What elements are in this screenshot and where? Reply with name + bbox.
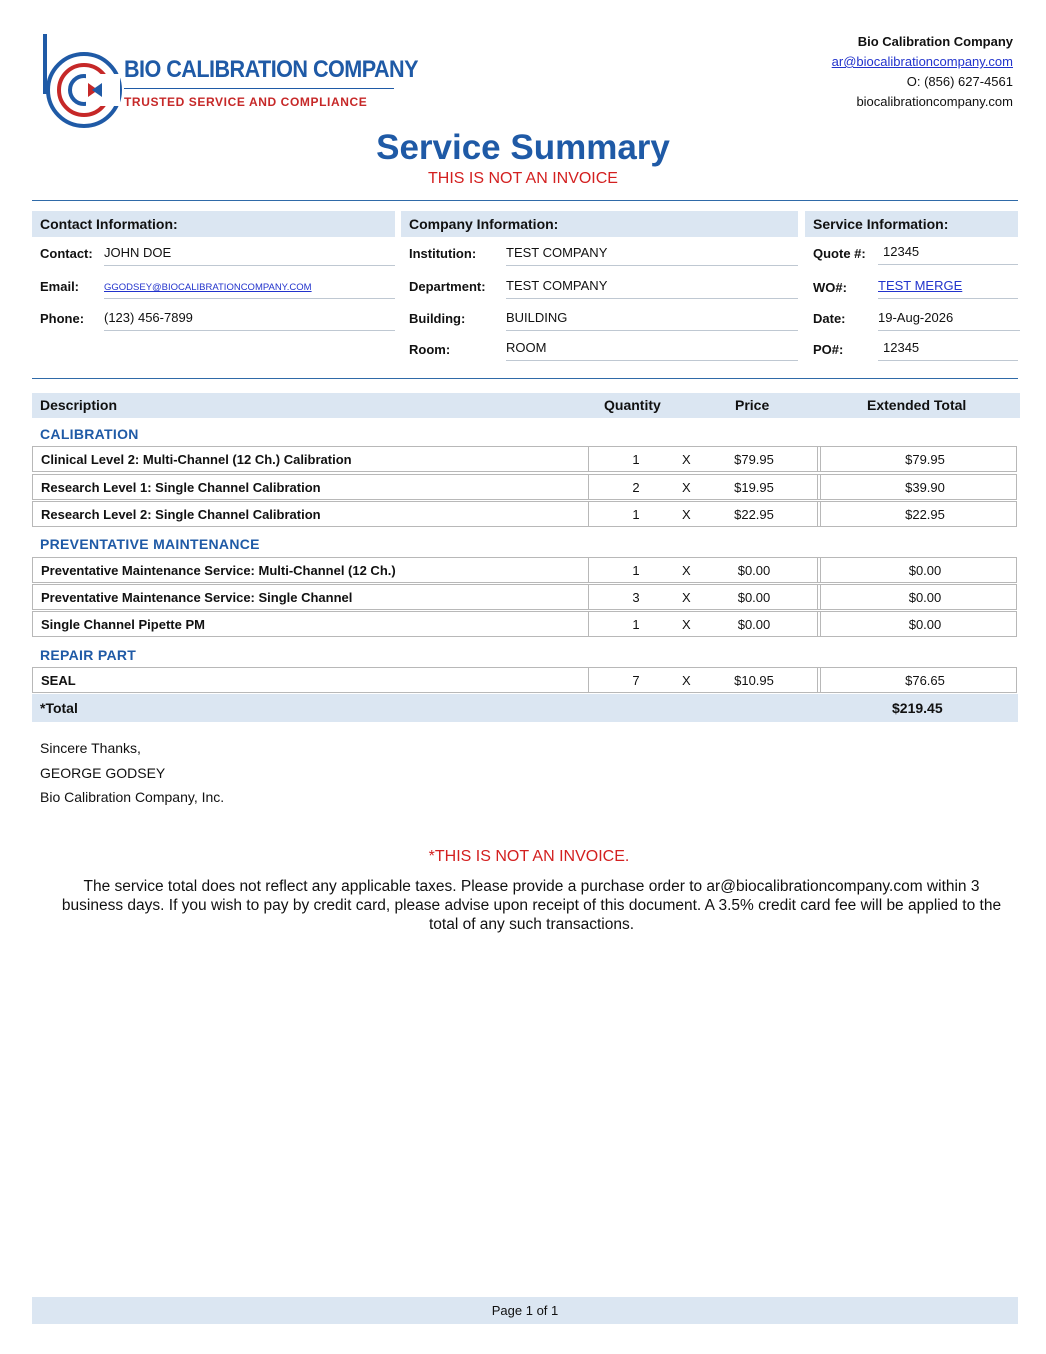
item-price: $0.00	[737, 563, 771, 578]
phone-label: Phone:	[40, 311, 85, 326]
multiply-symbol: X	[682, 452, 691, 467]
company-name: Bio Calibration Company	[857, 34, 1013, 49]
room-value: ROOM	[506, 339, 798, 361]
col-extended-total: Extended Total	[867, 397, 967, 413]
not-invoice-notice: THIS IS NOT AN INVOICE	[428, 170, 618, 187]
email-field	[104, 277, 395, 299]
category-heading: REPAIR PART	[40, 647, 137, 663]
item-price: $0.00	[737, 617, 771, 632]
item-description: Single Channel Pipette PM	[41, 617, 205, 632]
category-heading: CALIBRATION	[40, 426, 139, 442]
table-row	[32, 611, 1017, 637]
footer-not-invoice: *THIS IS NOT AN INVOICE.	[428, 848, 630, 865]
company-logo-icon	[40, 32, 124, 128]
wo-link[interactable]: TEST MERGE	[878, 278, 963, 293]
company-info-heading: Company Information:	[401, 211, 798, 237]
company-contact-block	[832, 32, 1013, 112]
item-quantity: 2	[632, 480, 640, 495]
page-title: Service Summary	[376, 128, 670, 167]
multiply-symbol: X	[682, 480, 691, 495]
contact-value: JOHN DOE	[104, 244, 395, 266]
col-quantity: Quantity	[604, 397, 661, 413]
multiply-symbol: X	[682, 590, 691, 605]
page-number: Page 1 of 1	[32, 1297, 1018, 1324]
item-description: Research Level 2: Single Channel Calibration	[41, 507, 321, 522]
item-extended-total: $0.00	[908, 590, 942, 605]
header-divider	[32, 200, 1018, 201]
wo-field	[878, 277, 1018, 299]
service-info-heading: Service Information:	[805, 211, 1018, 237]
item-quantity: 3	[632, 590, 640, 605]
footer-disclaimer: The service total does not reflect any applicable taxes. Please provide a purchase order to ar@biocalibrationcompany.com within 3 business days. If you wish to pay by credit card, please advise upon receipt of this document. A 3.5% credit card fee will be applied to the total of any such transactions.	[61, 878, 1002, 933]
po-label: PO#:	[813, 342, 844, 357]
item-price: $0.00	[737, 590, 771, 605]
closing-greeting: Sincere Thanks,	[40, 740, 141, 756]
institution-label: Institution:	[409, 246, 477, 261]
company-website: biocalibrationcompany.com	[856, 94, 1013, 109]
item-description: Preventative Maintenance Service: Single Channel	[41, 590, 353, 605]
logo-company-name: BIO CALIBRATION COMPANY	[124, 56, 418, 83]
item-price: $19.95	[734, 480, 774, 495]
total-row	[32, 694, 1018, 722]
col-description: Description	[40, 397, 118, 413]
building-value: BUILDING	[506, 309, 798, 331]
item-description: Clinical Level 2: Multi-Channel (12 Ch.) Calibration	[41, 452, 352, 467]
item-extended-total: $79.95	[905, 452, 945, 467]
contact-label: Contact:	[40, 246, 93, 261]
institution-value: TEST COMPANY	[506, 244, 798, 266]
table-row	[32, 557, 1017, 583]
company-email-link[interactable]: ar@biocalibrationcompany.com	[831, 54, 1013, 69]
col-price: Price	[735, 397, 770, 413]
category-heading: PREVENTATIVE MAINTENANCE	[40, 536, 260, 552]
info-divider	[32, 378, 1018, 379]
phone-value: (123) 456-7899	[104, 309, 395, 331]
table-row	[32, 584, 1017, 610]
total-label: *Total	[40, 700, 78, 716]
multiply-symbol: X	[682, 563, 691, 578]
total-value: $219.45	[892, 700, 943, 716]
item-description: Research Level 1: Single Channel Calibration	[41, 480, 321, 495]
item-price: $10.95	[734, 673, 774, 688]
closing-company: Bio Calibration Company, Inc.	[40, 789, 225, 805]
wo-label: WO#:	[813, 280, 847, 295]
logo-divider	[124, 88, 394, 89]
quote-value: 12345	[878, 243, 1018, 265]
table-row	[32, 446, 1017, 472]
building-label: Building:	[409, 311, 466, 326]
room-label: Room:	[409, 342, 451, 357]
items-table-header	[32, 393, 1020, 418]
item-description: SEAL	[41, 673, 76, 688]
item-quantity: 1	[632, 452, 640, 467]
logo-tagline: TRUSTED SERVICE AND COMPLIANCE	[124, 95, 368, 109]
multiply-symbol: X	[682, 507, 691, 522]
item-quantity: 1	[632, 507, 640, 522]
item-extended-total: $22.95	[905, 507, 945, 522]
email-link[interactable]: GGODSEY@BIOCALIBRATIONCOMPANY.COM	[104, 282, 312, 293]
item-quantity: 1	[632, 563, 640, 578]
item-quantity: 7	[632, 673, 640, 688]
item-extended-total: $76.65	[905, 673, 945, 688]
quote-label: Quote #:	[813, 246, 866, 261]
multiply-symbol: X	[682, 617, 691, 632]
email-label: Email:	[40, 279, 80, 294]
multiply-symbol: X	[682, 673, 691, 688]
closing-block	[40, 736, 224, 810]
date-label: Date:	[813, 311, 846, 326]
contact-info-heading: Contact Information:	[32, 211, 395, 237]
item-quantity: 1	[632, 617, 640, 632]
item-description: Preventative Maintenance Service: Multi-Channel (12 Ch.)	[41, 563, 396, 578]
date-value: 19-Aug-2026	[878, 309, 1020, 331]
item-extended-total: $0.00	[908, 563, 942, 578]
company-phone: O: (856) 627-4561	[906, 74, 1013, 89]
department-value: TEST COMPANY	[506, 277, 798, 299]
table-row	[32, 474, 1017, 500]
department-label: Department:	[409, 279, 486, 294]
table-row	[32, 501, 1017, 527]
item-price: $79.95	[734, 452, 774, 467]
table-row	[32, 667, 1017, 693]
item-price: $22.95	[734, 507, 774, 522]
item-extended-total: $0.00	[908, 617, 942, 632]
closing-signer: GEORGE GODSEY	[40, 764, 166, 781]
po-value: 12345	[878, 339, 1018, 361]
item-extended-total: $39.90	[905, 480, 945, 495]
